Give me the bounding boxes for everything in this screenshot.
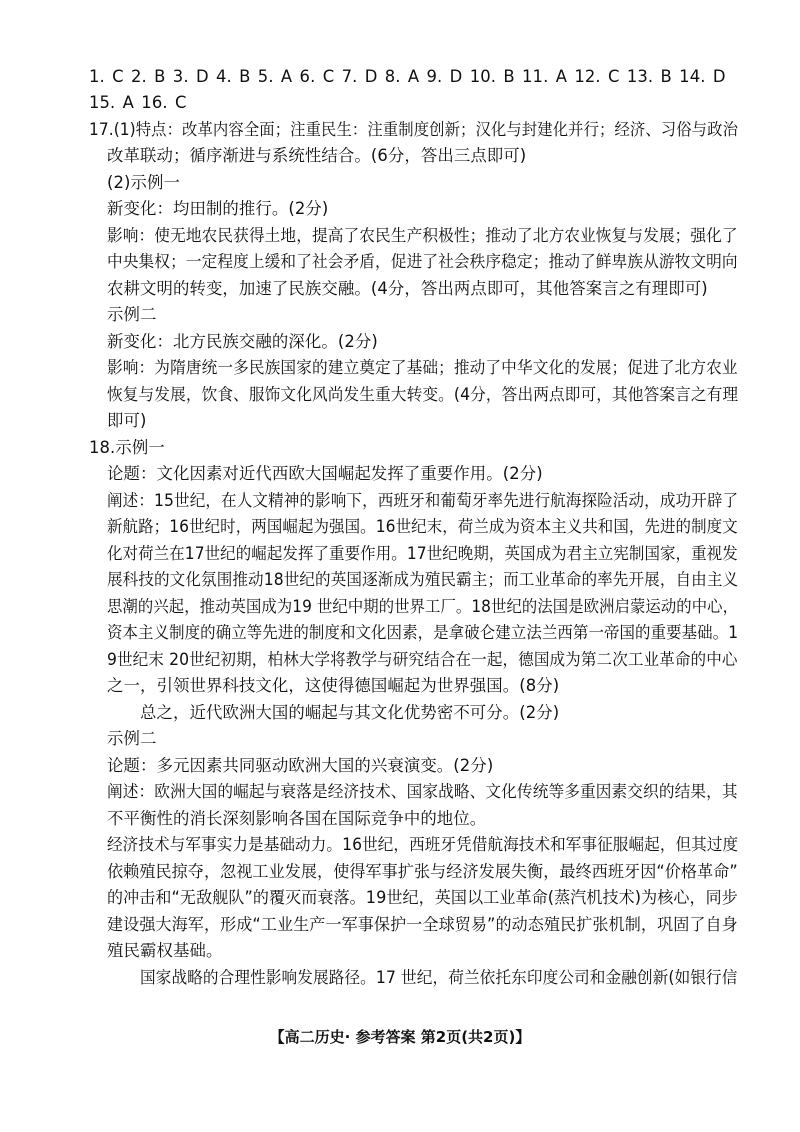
q18-text-line: 论题：文化因素对近代西欧大国崛起发挥了重要作用。(2分) xyxy=(107,464,543,483)
q18-text-line: 殖民霸权基础。 xyxy=(107,941,223,960)
q18-text-line: 建设强大海军，形成“工业生产一军事保护一全球贸易”的动态殖民扩张机制，巩固了自身 xyxy=(107,915,738,934)
q17-text-line: 农耕文明的转变，加速了民族交融。(4分，答出两点即可，其他答案言之有理即可) xyxy=(107,279,708,298)
choice-answers-line-1: 1. C 2. B 3. D 4. B 5. A 6. C 7. D 8. A 9. D 10. B 11. A 12. C 13. B 14. D xyxy=(89,67,726,86)
q17-text-line: 新变化：北方民族交融的深化。(2分) xyxy=(107,332,378,351)
q17-text-line: 17.(1)特点：改革内容全面；注重民生：注重制度创新；汉化与封建化并行；经济、习俗与政治 xyxy=(89,120,739,139)
q18-text-line: 新航路；16世纪时，两国崛起为强国。16世纪末，荷兰成为资本主义共和国，先进的制度文 xyxy=(107,517,738,536)
q18-heading: 18.示例一 xyxy=(89,438,165,457)
q18-text-line: 论题：多元因素共同驱动欧洲大国的兴衰演变。(2分) xyxy=(107,756,494,775)
q17-text-line: 中央集权；一定程度上缓和了社会矛盾，促进了社会秩序稳定；推动了鲜卑族从游牧文明向 xyxy=(107,252,738,271)
q18-text-line: 国家战略的合理性影响发展路径。17 世纪，荷兰依托东印度公司和金融创新(如银行信 xyxy=(140,968,738,987)
q17-subheading: (2)示例一 xyxy=(107,173,180,192)
q17-text-line: 新变化：均田制的推行。(2分) xyxy=(107,199,329,218)
q17-text-line: 即可) xyxy=(107,411,147,430)
q18-text-line: 9世纪末 20世纪初期，柏林大学将教学与研究结合在一起，德国成为第二次工业革命的中心 xyxy=(107,650,738,669)
q18-text-line: 阐述：15世纪，在人文精神的影响下，西班牙和葡萄牙率先进行航海探险活动，成功开辟了 xyxy=(107,491,739,510)
q18-text-line: 总之，近代欧洲大国的崛起与其文化优势密不可分。(2分) xyxy=(140,703,560,722)
q18-text-line: 阐述：欧洲大国的崛起与衰落是经济技术、国家战略、文化传统等多重因素交织的结果，其 xyxy=(107,782,738,801)
page-footer: 【高二历史· 参考答案 第2页(共2页)】 xyxy=(269,1028,531,1046)
q18-text-line: 展科技的文化氛围推动18世纪的英国逐渐成为殖民霸主；而工业革命的率先开展，自由主义 xyxy=(107,570,739,589)
q18-text-line: 不平衡性的消长深刻影响各国在国际竞争中的地位。 xyxy=(107,809,487,828)
q18-text-line: 思潮的兴起，推动英国成为19 世纪中期的世界工厂。18世纪的法国是欧洲启蒙运动的中心， xyxy=(107,597,739,616)
q17-subheading: 示例二 xyxy=(107,305,157,324)
choice-answers-line-2: 15. A 16. C xyxy=(89,93,187,112)
q17-text-line: 影响：使无地农民获得土地，提高了农民生产积极性；推动了北方农业恢复与发展；强化了 xyxy=(107,226,738,245)
q18-text-line: 化对荷兰在17世纪的崛起发挥了重要作用。17世纪晚期，英国成为君主立宪制国家，重视发 xyxy=(107,544,738,563)
q18-text-line: 经济技术与军事实力是基础动力。16世纪，西班牙凭借航海技术和军事征服崛起，但其过度 xyxy=(107,835,739,854)
q18-text-line: 资本主义制度的确立等先进的制度和文化因素，是拿破仑建立法兰西第一帝国的重要基础。1 xyxy=(107,623,739,642)
q17-text-line: 改革联动；循序渐进与系统性结合。(6分，答出三点即可) xyxy=(107,146,527,165)
q18-text-line: 的冲击和“无敌舰队”的覆灭而衰落。19世纪，英国以工业革命(蒸汽机技术)为核心，同步 xyxy=(107,888,738,907)
q18-subheading: 示例二 xyxy=(107,729,157,748)
q18-text-line: 之一，引领世界科技文化，这使得德国崛起为世界强国。(8分) xyxy=(107,676,560,695)
q17-text-line: 影响：为隋唐统一多民族国家的建立奠定了基础；推动了中华文化的发展；促进了北方农业 xyxy=(107,358,738,377)
q18-text-line: 依赖殖民掠夺，忽视工业发展，使得军事扩张与经济发展失衡，最终西班牙因“价格革命” xyxy=(107,862,738,881)
q17-text-line: 恢复与发展，饮食、服饰文化风尚发生重大转变。(4分，答出两点即可，其他答案言之有理 xyxy=(107,385,739,404)
